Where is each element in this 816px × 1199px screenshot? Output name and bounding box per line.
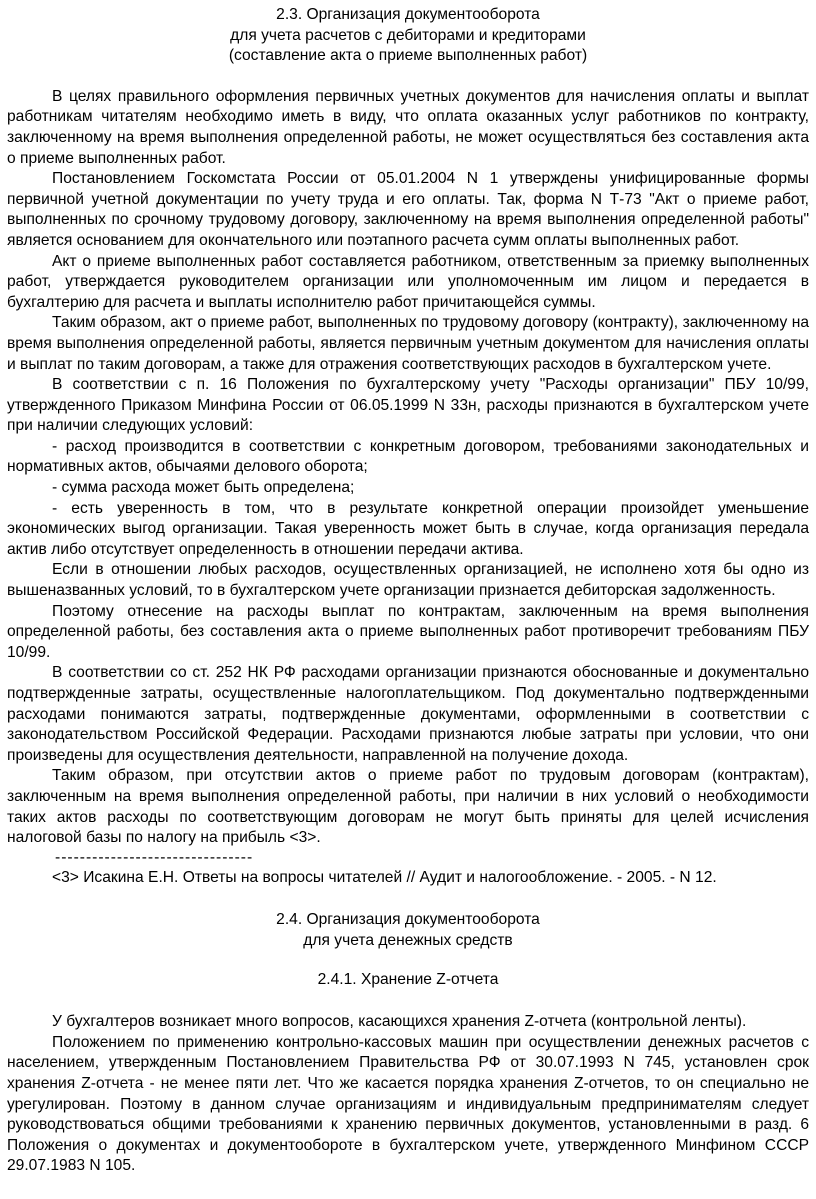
paragraph: Поэтому отнесение на расходы выплат по контрактам, заключенным на время выполнения определенной работы, без составления акта о приеме выполненных работ противоречит требованиям ПБУ 10/99. (7, 602, 809, 661)
section-title-line: для учета расчетов с дебиторами и кредиторами (230, 26, 586, 44)
section-2-4-heading (7, 910, 809, 951)
section-2-4-body (7, 1012, 809, 1177)
subsection-title: 2.4.1. Хранение Z-отчета (317, 970, 499, 988)
paragraph: В соответствии с п. 16 Положения по бухгалтерскому учету "Расходы организации" ПБУ 10/99, утвержденного Приказом Минфина России от 06.05.1999 N 33н, расходы признаются в бухгалтерском учете при наличии следующих условий: (7, 376, 809, 435)
paragraph: Положением по применению контрольно-кассовых машин при осуществлении денежных расчетов с населением, утвержденным Постановлением Правительства РФ от 30.07.1993 N 745, установлен срок хранения Z-отчета - не менее пяти лет. Что же касается порядка хранения Z-отчетов, то он специально не урегулирован. Поэтому в данном случае организациям и индивидуальным предпринимателям следует руководствоваться общими требованиями к хранению первичных документов, установленными в разд. 6 Положения о документах и документообороте в бухгалтерском учете, утвержденного Минфином СССР 29.07.1983 N 105. (7, 1033, 809, 1175)
paragraph: Таким образом, при отсутствии актов о приеме работ по трудовым договорам (контрактам), заключенным на время выполнения определенной работы, при наличии в них условий о необходимости таких актов расходы по соответствующим договорам не могут быть приняты для целей исчисления налоговой базы по налогу на прибыль <3>. (7, 767, 809, 847)
section-title-line: 2.3. Организация документооборота (276, 6, 540, 23)
list-item: - сумма расхода может быть определена; (52, 479, 355, 497)
section-title-line: (составление акта о приеме выполненных работ) (228, 47, 588, 65)
paragraph: Постановлением Госкомстата России от 05.01.2004 N 1 утверждены унифицированные формы первичной учетной документации по учету труда и его оплаты. Так, форма N Т-73 "Акт о приеме работ, выполненных по срочному трудовому договору, заключенному на время выполнения определенной работы" является основанием для окончательного или поэтапного расчета сумм оплаты выполненных работ. (7, 170, 809, 249)
section-title-line: для учета денежных средств (303, 931, 513, 949)
paragraph: Таким образом, акт о приеме работ, выполненных по трудовому договору (контракту), заключенному на время выполнения определенной работы, является первичным учетным документом для начисления оплаты и выплат по таким договорам, а также для отражения соответствующих расходов в бухгалтерском учете. (7, 314, 809, 373)
footnote: <3> Исакина Е.Н. Ответы на вопросы читателей // Аудит и налогообложение. - 2005. - N 12. (52, 868, 717, 886)
list-item: - расход производится в соответствии с конкретным договором, требованиями законодательных и нормативных актов, обычаями делового оборота; (7, 437, 809, 476)
section-2-3-heading (7, 5, 809, 67)
paragraph: У бухгалтеров возникает много вопросов, касающихся хранения Z-отчета (контрольной ленты). (52, 1013, 747, 1031)
paragraph: Акт о приеме выполненных работ составляется работником, ответственным за приемку выполненных работ, утверждается руководителем организации или уполномоченным им лицом и передается в бухгалтерию для расчета и выплаты исполнителю работ причитающейся суммы. (7, 252, 809, 311)
section-2-3-body (7, 87, 809, 849)
paragraph: Если в отношении любых расходов, осуществленных организацией, не исполнено хотя бы одно из вышеназванных условий, то в бухгалтерском учете организации признается дебиторская задолженность. (7, 561, 809, 600)
footnote-separator: -------------------------------- (55, 848, 254, 866)
list-item: - есть уверенность в том, что в результате конкретной операции произойдет уменьшение экономических выгод организации. Такая уверенность может быть в случае, когда организация передала актив либо отсутствует определенность в отношении передачи актива. (7, 499, 809, 558)
paragraph: В целях правильного оформления первичных учетных документов для начисления оплаты и выплат работникам читателям необходимо иметь в виду, что оплата оказанных услуг работников по контракту, заключенному на время выполнения определенной работы, не может осуществляться без составления акта о приеме выполненных работ. (7, 87, 809, 167)
section-title-line: 2.4. Организация документооборота (276, 911, 540, 929)
paragraph: В соответствии со ст. 252 НК РФ расходами организации признаются обоснованные и документально подтвержденные затраты, осуществленные налогоплательщиком. Под документально подтвержденными расходами понимаются затраты, подтвержденные документами, оформленными в соответствии с законодательством Российской Федерации. Расходами признаются любые затраты при условии, что они произведены для осуществления деятельности, направленной на получение дохода. (7, 664, 809, 764)
